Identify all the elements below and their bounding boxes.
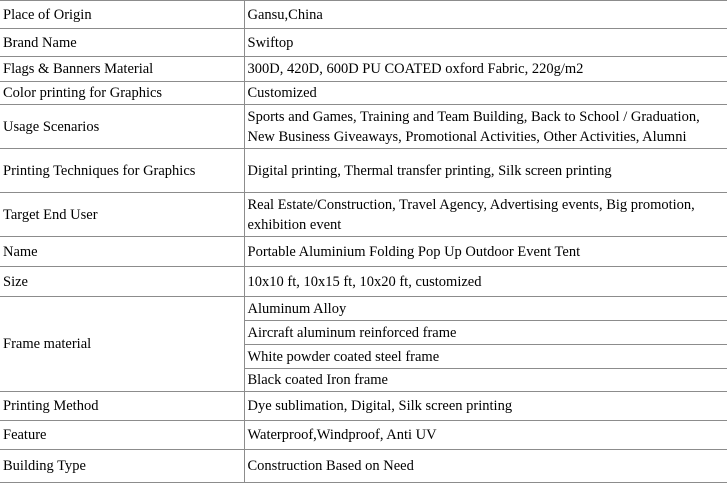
table-row bbox=[0, 267, 727, 297]
row-label: Usage Scenarios bbox=[0, 105, 244, 149]
row-value: Black coated Iron frame bbox=[244, 369, 727, 392]
row-value: Dye sublimation, Digital, Silk screen printing bbox=[244, 392, 727, 421]
row-value: Customized bbox=[244, 82, 727, 105]
row-value: Portable Aluminium Folding Pop Up Outdoor Event Tent bbox=[244, 237, 727, 267]
row-value: Digital printing, Thermal transfer printing, Silk screen printing bbox=[244, 149, 727, 193]
row-label: Frame material bbox=[0, 297, 244, 392]
table-row bbox=[0, 105, 727, 149]
row-label: Brand Name bbox=[0, 29, 244, 57]
row-value: 10x10 ft, 10x15 ft, 10x20 ft, customized bbox=[244, 267, 727, 297]
row-label: Place of Origin bbox=[0, 1, 244, 29]
row-label: Name bbox=[0, 237, 244, 267]
row-label: Color printing for Graphics bbox=[0, 82, 244, 105]
table-row bbox=[0, 237, 727, 267]
row-value: 300D, 420D, 600D PU COATED oxford Fabric, 220g/m2 bbox=[244, 57, 727, 82]
row-label: Feature bbox=[0, 421, 244, 450]
row-label: Flags & Banners Material bbox=[0, 57, 244, 82]
table-row bbox=[0, 193, 727, 237]
table-row bbox=[0, 29, 727, 57]
table-row bbox=[0, 297, 727, 321]
row-value: Gansu,China bbox=[244, 1, 727, 29]
table-row bbox=[0, 1, 727, 29]
row-value: Swiftop bbox=[244, 29, 727, 57]
table-row bbox=[0, 57, 727, 82]
table-row bbox=[0, 149, 727, 193]
table-row bbox=[0, 82, 727, 105]
row-label: Printing Techniques for Graphics bbox=[0, 149, 244, 193]
row-label: Printing Method bbox=[0, 392, 244, 421]
row-value: White powder coated steel frame bbox=[244, 345, 727, 369]
row-value: Sports and Games, Training and Team Building, Back to School / Graduation, New Business Giveaways, Promotional Activities, Other Activities, Alumni bbox=[244, 105, 727, 149]
table-row bbox=[0, 421, 727, 450]
row-value: Aluminum Alloy bbox=[244, 297, 727, 321]
table-row bbox=[0, 392, 727, 421]
row-label: Building Type bbox=[0, 450, 244, 483]
row-value: Real Estate/Construction, Travel Agency, Advertising events, Big promotion, exhibition event bbox=[244, 193, 727, 237]
row-value: Construction Based on Need bbox=[244, 450, 727, 483]
row-label: Size bbox=[0, 267, 244, 297]
row-label: Target End User bbox=[0, 193, 244, 237]
row-value: Aircraft aluminum reinforced frame bbox=[244, 321, 727, 345]
row-value: Waterproof,Windproof, Anti UV bbox=[244, 421, 727, 450]
